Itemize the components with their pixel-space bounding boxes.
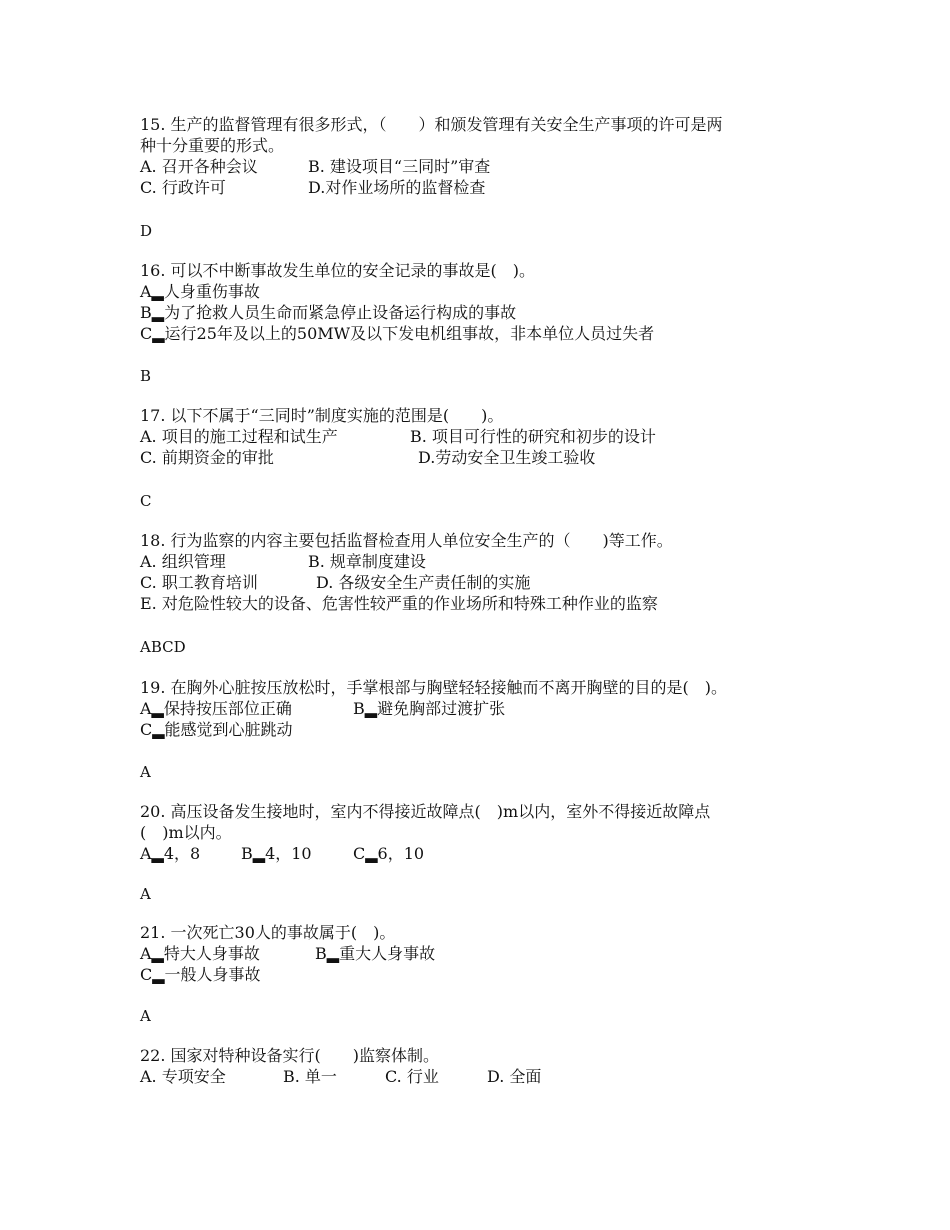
question-stem: 22. 国家对特种设备实行( )监察体制。 [140,1046,440,1065]
option-a: A. 组织管理 [140,552,226,571]
options-row [140,698,840,719]
option-a: A. 项目的施工过程和试生产 [140,427,338,446]
option-c: C. 前期资金的审批 [140,448,274,467]
options-row [140,426,840,447]
option-a: A. 专项安全 [140,1067,226,1086]
question-stem: 种十分重要的形式。 [140,136,285,155]
option-b: B▂重大人身事故 [315,944,436,963]
options-row [140,156,840,177]
option-d: D.对作业场所的监督检查 [308,178,486,197]
option-b: B▂避免胸部过渡扩张 [353,699,506,718]
option-b: B. 建设项目“三同时”审查 [308,157,491,176]
option-c: C. 职工教育培训 [140,573,258,592]
question-20 [140,801,840,864]
option-c: C▂能感觉到心脏跳动 [140,720,293,739]
option-c: C. 行政许可 [140,178,226,197]
question-15 [140,114,840,198]
question-stem: 15. 生产的监督管理有很多形式，（ ）和颁发管理有关安全生产事项的许可是两 [140,115,723,134]
question-stem: 17. 以下不属于“三同时”制度实施的范围是( )。 [140,406,504,425]
question-stem: 20. 高压设备发生接地时，室内不得接近故障点( )m以内，室外不得接近故障点 [140,802,711,821]
question-stem: 16. 可以不中断事故发生单位的安全记录的事故是( )。 [140,261,536,280]
options-row [140,1066,840,1087]
options-row [140,551,840,572]
answer: A [140,763,151,781]
option-a: A▂特大人身事故 [140,944,260,963]
options-row [140,572,840,593]
question-stem: ( )m以内。 [140,823,232,842]
option-a: A▂4，8 [140,844,201,863]
option-a: A▂保持按压部位正确 [140,699,292,718]
answer: D [140,222,153,240]
option-c: C▂6，10 [353,844,425,863]
option-b: B▂4，10 [241,844,312,863]
option-b: B. 规章制度建设 [308,552,426,571]
option-b: B. 单一 [283,1067,337,1086]
option-a: A▂人身重伤事故 [140,282,260,301]
question-19 [140,677,840,740]
option-d: D.劳动安全卫生竣工验收 [418,448,596,467]
option-c: C▂运行25年及以上的50MW及以下发电机组事故，非本单位人员过失者 [140,324,655,343]
answer: B [140,367,152,385]
question-22 [140,1045,840,1087]
question-17 [140,405,840,468]
option-c: C▂一般人身事故 [140,965,261,984]
answer: A [140,1007,151,1025]
option-a: A. 召开各种会议 [140,157,258,176]
options-row [140,177,840,198]
option-d: D. 全面 [487,1067,542,1086]
question-16 [140,260,840,344]
option-c: C. 行业 [385,1067,439,1086]
question-stem: 21. 一次死亡30人的事故属于( )。 [140,923,396,942]
question-21 [140,922,840,985]
option-b: B. 项目可行性的研究和初步的设计 [410,427,656,446]
answer: C [140,492,152,510]
options-row [140,447,840,468]
option-e: E. 对危险性较大的设备、危害性较严重的作业场所和特殊工种作业的监察 [140,594,658,613]
question-18 [140,530,840,614]
option-b: B▂为了抢救人员生命而紧急停止设备运行构成的事故 [140,303,517,322]
question-stem: 18. 行为监察的内容主要包括监督检查用人单位安全生产的（ )等工作。 [140,531,673,550]
options-row [140,843,840,864]
answer: A [140,885,151,903]
question-stem: 19. 在胸外心脏按压放松时，手掌根部与胸壁轻轻接触而不离开胸壁的目的是( )。 [140,678,728,697]
options-row [140,943,840,964]
option-d: D. 各级安全生产责任制的实施 [316,573,531,592]
answer: ABCD [140,638,186,656]
